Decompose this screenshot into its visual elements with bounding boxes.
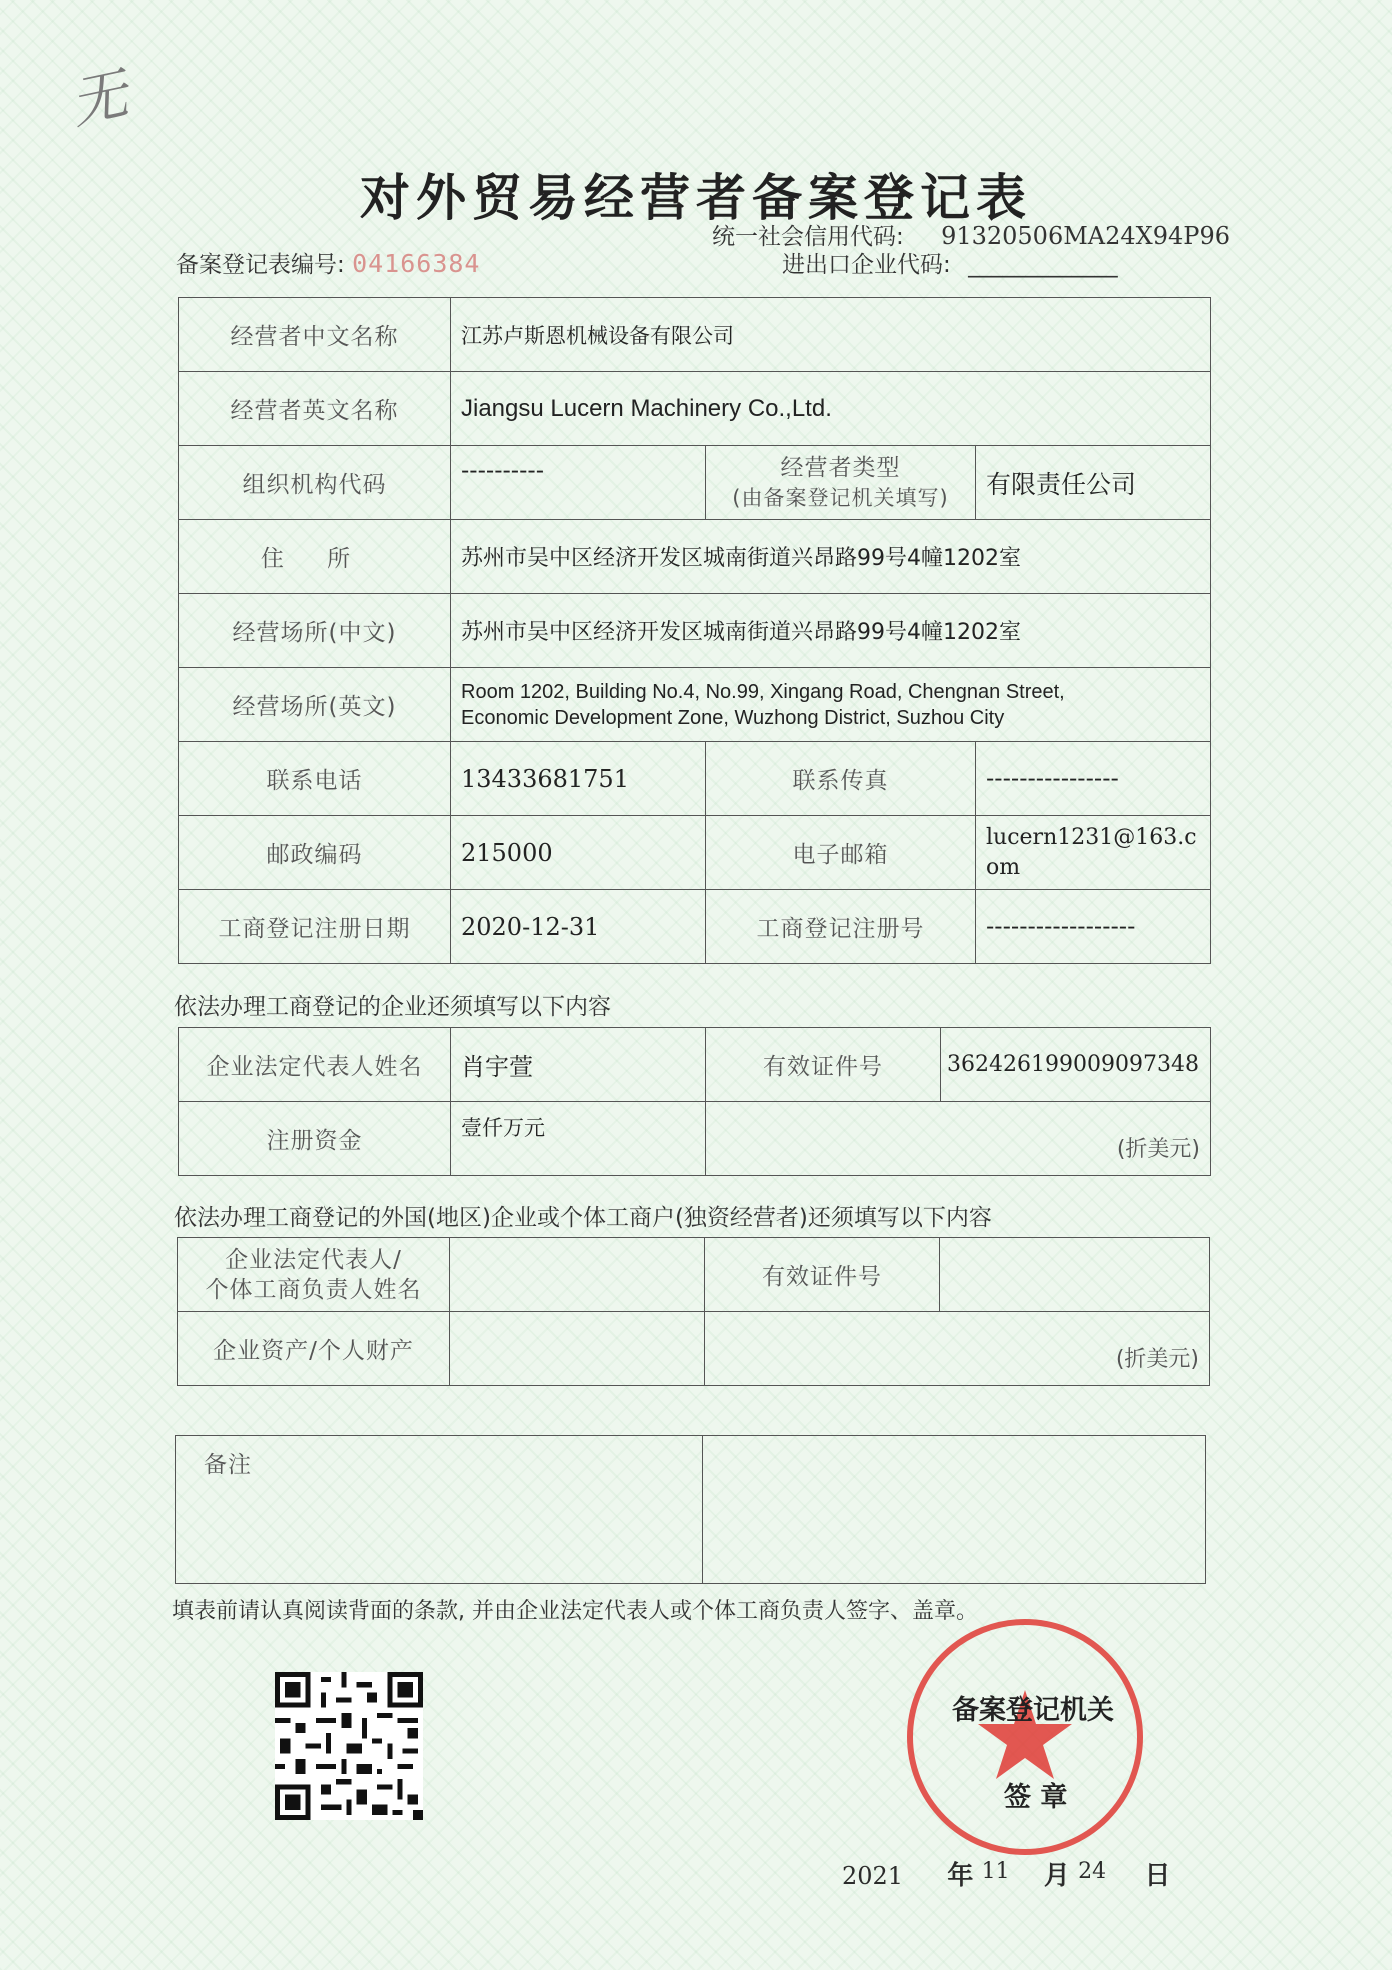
ie-code-value: _____________ [968, 252, 1118, 278]
capital-value: 壹仟万元 [451, 1102, 706, 1176]
phone-label: 联系电话 [179, 742, 451, 816]
section2-heading: 依法办理工商登记的企业还须填写以下内容 [174, 994, 611, 1020]
email-line2: om [986, 854, 1021, 880]
table-row [179, 890, 1211, 964]
remarks-value [703, 1436, 1206, 1584]
section2-table [178, 1027, 1211, 1176]
table-row [179, 816, 1211, 890]
date-year-label: 年 [947, 1861, 974, 1891]
postcode-label: 邮政编码 [179, 816, 451, 890]
date-row [842, 1855, 1170, 1892]
table-row [179, 1028, 1211, 1102]
operator-type-label-line1: 经营者类型 [780, 454, 901, 481]
id-no-label: 有效证件号 [706, 1028, 941, 1102]
table-row [179, 594, 1211, 668]
site-en-line1: Room 1202, Building No.4, No.99, Xingang Road, Chengnan Street, [461, 680, 1065, 703]
postcode-value: 215000 [451, 816, 706, 890]
email-label: 电子邮箱 [706, 816, 976, 890]
table-row [179, 298, 1211, 372]
capital-label: 注册资金 [179, 1102, 451, 1176]
foreign-rep-label-line2: 个体工商负责人姓名 [205, 1276, 422, 1303]
filing-no-value: 04166384 [352, 249, 481, 278]
assets-label: 企业资产/个人财产 [178, 1312, 450, 1386]
address-value: 苏州市吴中区经济开发区城南街道兴昂路99号4幢1202室 [451, 520, 1211, 594]
remarks-table [175, 1435, 1206, 1584]
ie-code-label: 进出口企业代码: [782, 252, 951, 278]
fax-label: 联系传真 [706, 742, 976, 816]
assets-value [450, 1312, 705, 1386]
foreign-id-label: 有效证件号 [705, 1238, 940, 1312]
table-row [178, 1312, 1210, 1386]
ie-code-row [782, 246, 1118, 279]
table-row [179, 446, 1211, 520]
section3-table [177, 1237, 1210, 1386]
en-name-value: Jiangsu Lucern Machinery Co.,Ltd. [451, 372, 1211, 446]
table-row [178, 1238, 1210, 1312]
cn-name-label: 经营者中文名称 [179, 298, 451, 372]
handwritten-mark: 无 [64, 61, 134, 138]
operator-type-label-line2: (由备案登记机关填写) [732, 485, 949, 510]
foreign-rep-label [178, 1238, 450, 1312]
address-label: 住 所 [179, 520, 451, 594]
reg-date-value: 2020-12-31 [451, 890, 706, 964]
foreign-rep-value [450, 1238, 705, 1312]
site-en-value [451, 668, 1211, 742]
filing-no-row [176, 246, 480, 279]
fax-value: ---------------- [976, 742, 1211, 816]
table-row [179, 1102, 1211, 1176]
legal-rep-value: 肖宇萱 [451, 1028, 706, 1102]
date-month: 11 [981, 1859, 1010, 1884]
filing-no-label: 备案登记表编号: [176, 252, 345, 278]
document-title: 对外贸易经营者备案登记表 [360, 169, 1032, 227]
footer-note: 填表前请认真阅读背面的条款, 并由企业法定代表人或个体工商负责人签字、盖章。 [172, 1599, 978, 1624]
foreign-rep-label-line1: 企业法定代表人/ [225, 1246, 402, 1273]
capital-usd-note: (折美元) [706, 1102, 1211, 1176]
site-en-line2: Economic Development Zone, Wuzhong District, Suzhou City [461, 706, 1005, 729]
section3-heading: 依法办理工商登记的外国(地区)企业或个体工商户(独资经营者)还须填写以下内容 [174, 1205, 992, 1231]
email-line1: lucern1231@163.c [986, 824, 1197, 850]
official-seal-icon [900, 1612, 1150, 1862]
credit-code-label: 统一社会信用代码: [712, 224, 904, 250]
qr-code-icon [275, 1672, 423, 1820]
date-day: 24 [1078, 1859, 1107, 1884]
date-day-label: 日 [1144, 1861, 1171, 1891]
site-cn-label: 经营场所(中文) [179, 594, 451, 668]
operator-type-value: 有限责任公司 [976, 446, 1211, 520]
table-row [179, 742, 1211, 816]
email-value [976, 816, 1211, 890]
reg-no-label: 工商登记注册号 [706, 890, 976, 964]
org-code-label: 组织机构代码 [179, 446, 451, 520]
reg-date-label: 工商登记注册日期 [179, 890, 451, 964]
reg-no-value: ------------------ [976, 890, 1211, 964]
authority-label: 备案登记机关 [952, 1695, 1114, 1726]
credit-code-value: 91320506MA24X94P96 [941, 222, 1230, 250]
phone-value: 13433681751 [451, 742, 706, 816]
cn-name-value: 江苏卢斯恩机械设备有限公司 [451, 298, 1211, 372]
main-info-table [178, 297, 1211, 964]
id-no-value: 362426199009097348 [941, 1028, 1211, 1102]
en-name-label: 经营者英文名称 [179, 372, 451, 446]
operator-type-label [706, 446, 976, 520]
site-en-label: 经营场所(英文) [179, 668, 451, 742]
site-cn-value: 苏州市吴中区经济开发区城南街道兴昂路99号4幢1202室 [451, 594, 1211, 668]
legal-rep-label: 企业法定代表人姓名 [179, 1028, 451, 1102]
table-row [179, 520, 1211, 594]
org-code-value: ---------- [451, 446, 706, 520]
assets-usd-note: (折美元) [705, 1312, 1210, 1386]
table-row [179, 668, 1211, 742]
table-row [179, 372, 1211, 446]
remarks-label: 备注 [176, 1436, 703, 1584]
date-year: 2021 [842, 1862, 904, 1890]
sign-label: 签 章 [1004, 1782, 1068, 1813]
date-month-label: 月 [1043, 1861, 1070, 1891]
foreign-id-value [940, 1238, 1210, 1312]
